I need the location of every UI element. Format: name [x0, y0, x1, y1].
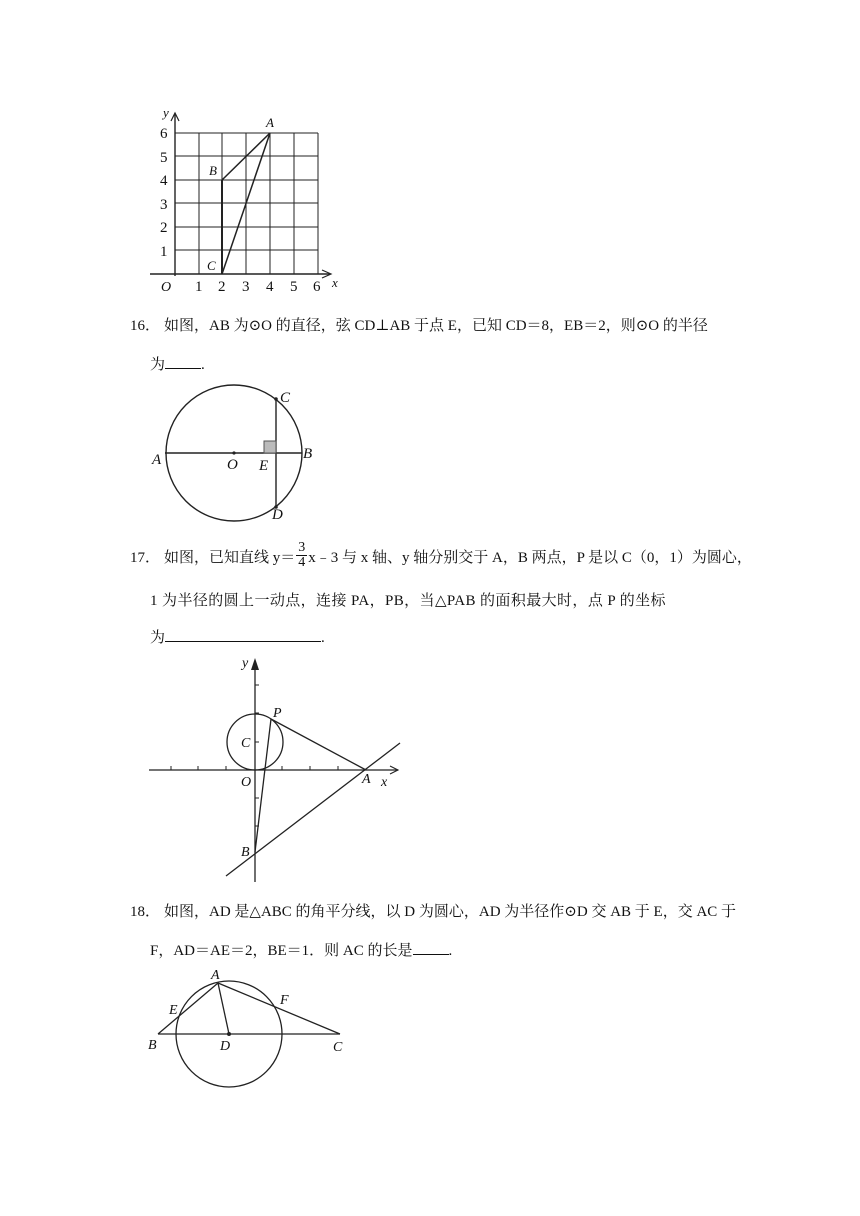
x-tick-label: 3 — [242, 279, 250, 295]
point-c-label: C — [207, 258, 216, 273]
point-b-label: B — [148, 1038, 157, 1053]
point-e-label: E — [169, 1003, 178, 1018]
point-b-label: B — [241, 845, 250, 860]
point-b-label: B — [209, 163, 217, 178]
question-text: 为 — [150, 630, 166, 646]
question-number: 18． — [130, 904, 161, 920]
y-tick-label: 1 — [160, 244, 168, 260]
point-a-label: A — [152, 452, 162, 468]
fraction — [296, 541, 307, 570]
point-d-label: D — [220, 1039, 231, 1054]
y-tick-label: 5 — [160, 150, 168, 166]
answer-blank[interactable] — [165, 354, 201, 369]
question-text: x﹣3 与 x 轴、y 轴分别交于 A，B 两点，P 是以 C（0，1）为圆心， — [308, 549, 752, 566]
center-o-label: O — [227, 457, 238, 473]
point-e-label: E — [259, 458, 269, 474]
question-text: F，AD＝AE＝2，BE＝1．则 AC 的长是 — [150, 943, 413, 959]
coordinate-figure — [148, 653, 408, 885]
point-a-label: A — [362, 772, 371, 787]
x-tick-label: 4 — [266, 279, 274, 295]
question-16 — [132, 316, 732, 375]
y-tick-label: 4 — [160, 173, 168, 189]
answer-blank[interactable] — [165, 627, 321, 642]
point-c-label: C — [280, 390, 291, 406]
circle-chord-figure — [148, 383, 323, 523]
question-text: 如图，已知直线 y＝ — [164, 549, 296, 566]
question-number: 17． — [130, 549, 161, 566]
origin-label: O — [161, 280, 172, 295]
point-p-label: P — [273, 706, 282, 721]
point-a-label: A — [211, 968, 220, 983]
question-text: 如图，AB 为⊙O 的直径，弦 CD⊥AB 于点 E，已知 CD＝8，EB＝2，则⊙O 的半径 — [164, 318, 708, 334]
question-text: 为 — [150, 357, 166, 373]
y-tick-label: 2 — [160, 220, 168, 236]
point-b-label: B — [303, 446, 313, 462]
point-d-label: D — [272, 507, 283, 523]
grid-figure — [148, 100, 348, 305]
question-text: . — [448, 943, 453, 959]
answer-blank[interactable] — [413, 940, 449, 955]
x-tick-label: 2 — [218, 279, 226, 295]
y-tick-label: 6 — [160, 126, 168, 142]
question-text: . — [321, 630, 325, 646]
point-a-label: A — [266, 115, 274, 130]
fraction-numerator: 3 — [298, 540, 306, 555]
x-axis-label: x — [381, 775, 388, 790]
question-17 — [130, 540, 752, 648]
origin-label: O — [241, 775, 252, 790]
x-tick-label: 6 — [313, 279, 321, 295]
y-tick-label: 3 — [160, 197, 168, 213]
point-c-label: C — [241, 736, 251, 751]
question-text: 1 为半径的圆上一动点，连接 PA，PB，当△PAB 的面积最大时，点 P 的坐标 — [150, 593, 666, 609]
point-f-label: F — [280, 993, 289, 1008]
x-tick-label: 5 — [290, 279, 298, 295]
fraction-denominator: 4 — [298, 555, 306, 570]
y-axis-label: y — [163, 105, 169, 120]
question-text: . — [201, 357, 205, 373]
triangle-circle-figure — [145, 963, 350, 1091]
question-number: 16． — [130, 318, 161, 334]
point-c-label: C — [333, 1040, 343, 1055]
x-axis-label: x — [332, 275, 338, 290]
question-18 — [130, 902, 737, 961]
question-text: 如图，AD 是△ABC 的角平分线，以 D 为圆心，AD 为半径作⊙D 交 AB 于 E，交 AC 于 — [164, 904, 737, 920]
x-tick-label: 1 — [195, 279, 203, 295]
y-axis-label: y — [242, 656, 249, 671]
